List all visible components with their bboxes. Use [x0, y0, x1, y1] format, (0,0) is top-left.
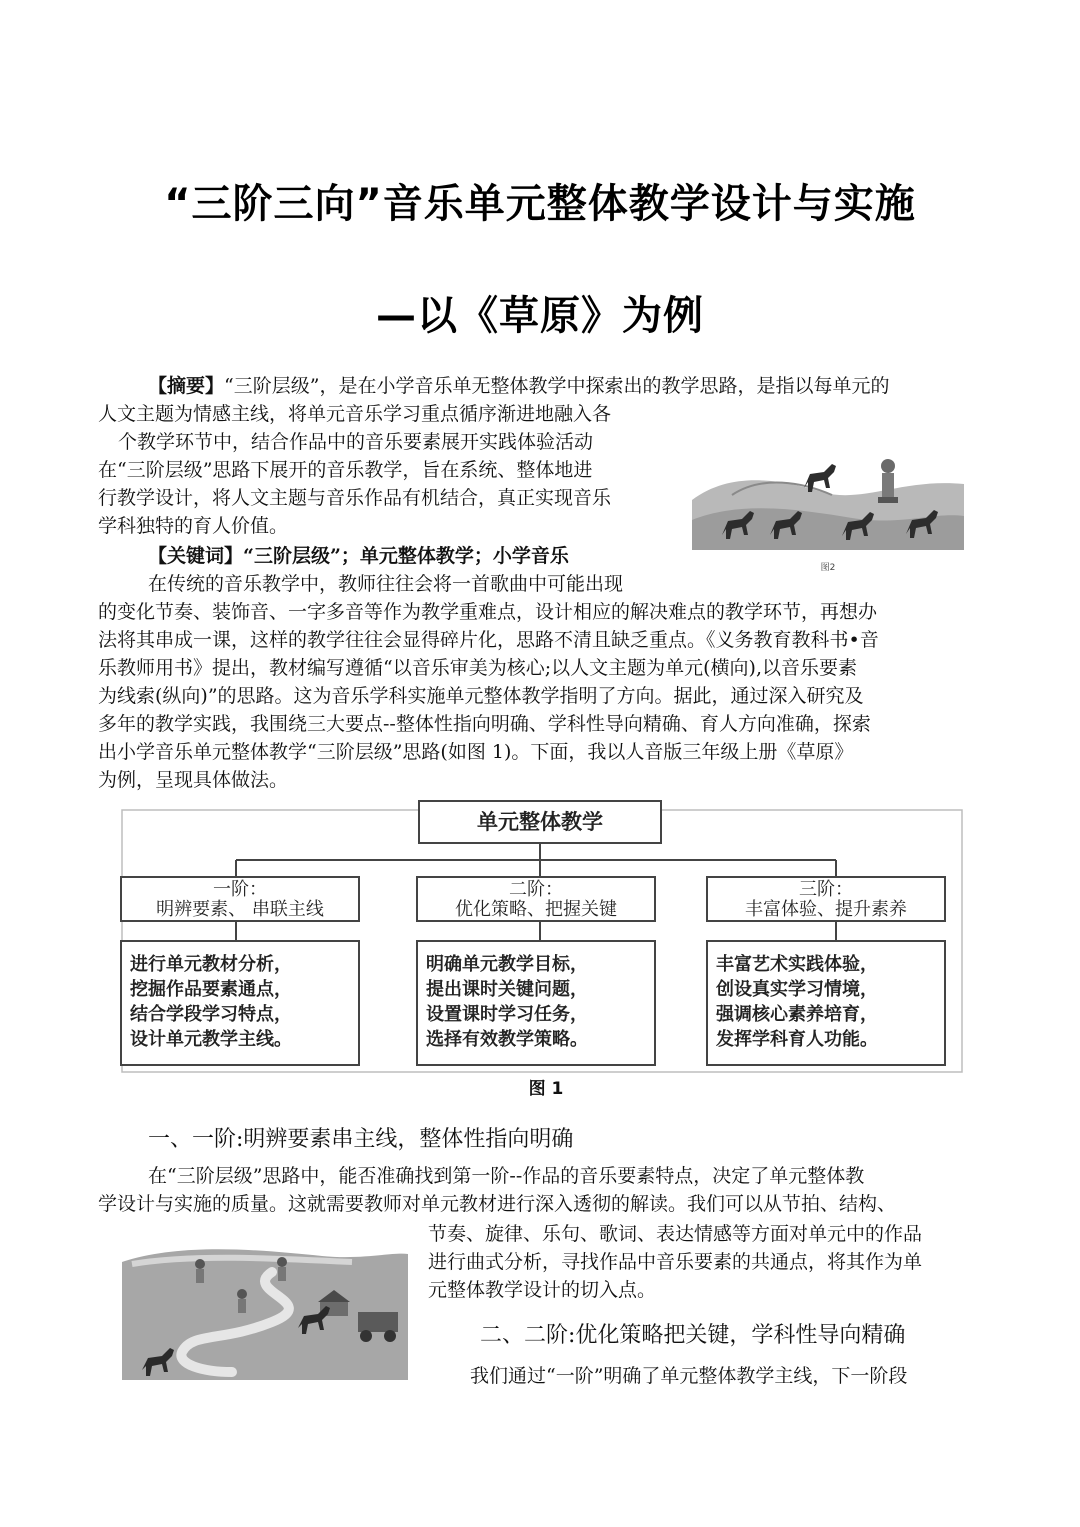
unit-teaching-box: 单元整体教学 — [418, 800, 662, 844]
figure1-caption: 图 1 — [528, 1079, 564, 1099]
page-title: “三阶三向”音乐单元整体教学设计与实施 — [164, 181, 916, 227]
keywords-line — [148, 542, 688, 570]
abstract-line-4: 在“三阶层级”思路下展开的音乐教学，旨在系统、整体地进 — [98, 459, 593, 481]
stage-three-label: 三阶： — [799, 879, 853, 900]
intro-line-6: 多年的教学实践，我围绕三大要点--整体性指向明确、学科性导向精确、育人方向准确，探索 — [98, 713, 871, 735]
keywords-text: “三阶层级”；单元整体教学；小学音乐 — [243, 545, 569, 567]
section1-line-5: 元整体教学设计的切入点。 — [428, 1279, 657, 1301]
keywords-label: 【关键词】 — [148, 545, 244, 567]
section1-line-4: 进行曲式分析，寻找作品中音乐要素的共通点，将其作为单 — [428, 1251, 923, 1273]
intro-line-4: 乐教师用书》提出，教材编写遵循“以音乐审美为核心;以人文主题为单元(横向),以音乐要素 — [98, 657, 857, 679]
abstract-line-5: 行教学设计，将人文主题与音乐作品有机结合，真正实现音乐 — [98, 487, 612, 509]
section1-line-2: 学设计与实施的质量。这就需要教师对单元教材进行深入透彻的解读。我们可以从节拍、结构、 — [98, 1193, 897, 1215]
intro-line-5: 为线索(纵向)”的思路。这为音乐学科实施单元整体教学指明了方向。据此，通过深入研究及 — [98, 685, 864, 707]
stage-two-title: 优化策略、把握关键 — [455, 899, 617, 920]
stage-two-description: 明确单元教学目标， 提出课时关键问题， 设置课时学习任务， 选择有效教学策略。 — [416, 940, 656, 1066]
section1-line-1: 在“三阶层级”思路中，能否准确找到第一阶--作品的音乐要素特点，决定了单元整体教 — [148, 1165, 865, 1187]
section1-heading: 一、一阶:明辨要素串主线，整体性指向明确 — [148, 1127, 574, 1152]
grassland-path-illustration — [122, 1232, 408, 1380]
stage-one-description: 进行单元教材分析， 挖掘作品要素通点， 结合学段学习特点， 设计单元教学主线。 — [120, 940, 360, 1066]
intro-line-3: 法将其串成一课，这样的教学往往会显得碎片化，思路不清且缺乏重点。《义务教育教科书•音 — [98, 629, 879, 651]
page-subtitle: —以《草原》为例 — [376, 293, 704, 339]
grassland-picture — [122, 1232, 408, 1380]
stage-three-title: 丰富体验、提升素养 — [745, 899, 907, 920]
intro-line-7: 出小学音乐单元整体教学“三阶层级”思路(如图 1)。下面，我以人音版三年级上册《草原》 — [98, 741, 854, 763]
stage-one-title: 明辨要素、 串联主线 — [156, 899, 324, 920]
stage-one-label: 一阶： — [213, 879, 267, 900]
abstract-line-6: 学科独特的育人价值。 — [98, 515, 289, 537]
stage-two-label: 二阶： — [509, 879, 563, 900]
intro-line-2: 的变化节奏、装饰音、一字多音等作为教学重难点，设计相应的解决难点的教学环节，再想办 — [98, 601, 878, 623]
horses-picture — [692, 400, 964, 576]
abstract-line-3: 个教学环节中，结合作品中的音乐要素展开实践体验活动 — [118, 431, 594, 453]
figure2-caption: 图2 — [820, 563, 836, 573]
intro-line-1: 在传统的音乐教学中，教师往往会将一首歌曲中可能出现 — [148, 573, 624, 595]
intro-line-8: 为例，呈现具体做法。 — [98, 769, 289, 791]
section2-line-1: 我们通过“一阶”明确了单元整体教学主线，下一阶段 — [470, 1365, 908, 1387]
abstract-label: 【摘要】 — [148, 375, 225, 397]
unit-teaching-diagram — [118, 800, 966, 1100]
stage-two-box — [416, 876, 656, 922]
stage-three-description: 丰富艺术实践体验， 创设真实学习情境， 强调核心素养培育， 发挥学科育人功能。 — [706, 940, 946, 1066]
stage-three-box — [706, 876, 946, 922]
abstract-line-2: 人文主题为情感主线，将单元音乐学习重点循序渐进地融入各 — [98, 403, 612, 425]
abstract-line-1: 【摘要】“三阶层级”，是在小学音乐单无整体教学中探索出的教学思路，是指以每单元的 — [148, 375, 890, 397]
stage-one-box — [120, 876, 360, 922]
section2-heading: 二、二阶:优化策略把关键，学科性导向精确 — [480, 1323, 906, 1348]
grassland-horses-illustration — [692, 400, 964, 576]
section1-line-3: 节奏、旋律、乐句、歌词、表达情感等方面对单元中的作品 — [428, 1223, 923, 1245]
